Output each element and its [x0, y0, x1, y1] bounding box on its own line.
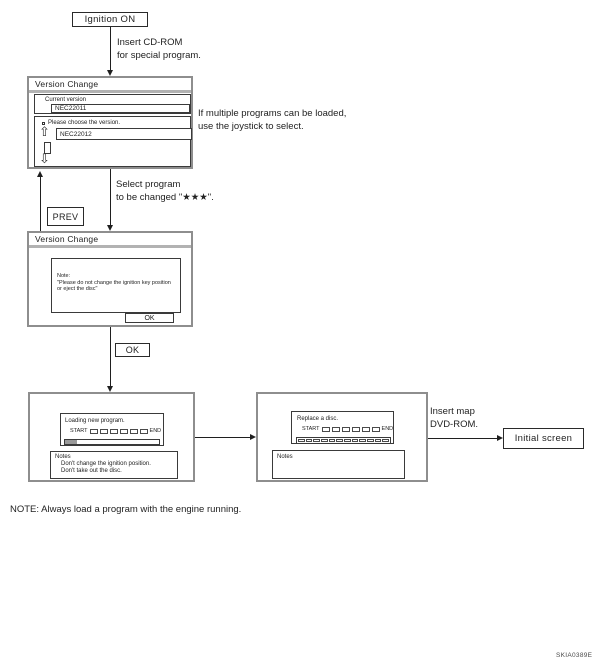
- screen-title: Version Change: [29, 78, 191, 93]
- replace-panel: [291, 411, 394, 444]
- replace-message: Replace a disc.: [297, 416, 339, 422]
- progress-bar: [64, 439, 160, 445]
- scroll-up-icon: ⇧: [39, 125, 50, 140]
- progress-segment-icon: [322, 427, 330, 432]
- selected-version-field: NEC22012: [56, 128, 192, 140]
- progress-segment-icon: [90, 429, 98, 434]
- screen-version-change-note: [27, 231, 193, 327]
- label-line: to be changed "★★★".: [116, 192, 214, 203]
- connector-ignition-to-screen1: [110, 27, 111, 70]
- progress-segment-icon: [382, 439, 389, 442]
- screen-replace-disc: [256, 392, 428, 482]
- progress-segment-icon: [100, 429, 108, 434]
- loading-panel: [60, 413, 164, 446]
- screen-title: Version Change: [29, 233, 191, 248]
- progress-segment-icon: [298, 439, 305, 442]
- note-line: Don't take out the disc.: [61, 468, 122, 474]
- notes-title: Notes: [277, 454, 293, 460]
- progress-scale: [302, 426, 393, 432]
- note-line: Don't change the ignition position.: [61, 461, 151, 467]
- progress-segment-icon: [336, 439, 343, 442]
- progress-start-label: START: [302, 426, 320, 432]
- progress-end-label: END: [149, 428, 162, 434]
- label-line: If multiple programs can be loaded,: [198, 108, 347, 119]
- dialog-ok-button: OK: [125, 313, 174, 323]
- node-initial-screen: Initial screen: [503, 428, 584, 449]
- progress-segment-icon: [362, 427, 370, 432]
- progress-segment-icon: [367, 439, 374, 442]
- progress-fill: [65, 440, 77, 444]
- progress-segment-icon: [372, 427, 380, 432]
- figure-note: NOTE: Always load a program with the engine running.: [10, 504, 242, 515]
- progress-segment-icon: [110, 429, 118, 434]
- progress-segment-icon: [332, 427, 340, 432]
- progress-segment-icon: [352, 439, 359, 442]
- progress-segment-icon: [120, 429, 128, 434]
- node-ignition-on: Ignition ON: [72, 12, 148, 27]
- figure-code: SKIA0389E: [556, 652, 593, 659]
- current-version-panel: [34, 94, 191, 114]
- label-multiple-programs: [198, 107, 346, 133]
- node-ok-button: OK: [115, 343, 150, 357]
- note-line: Note:: [57, 273, 71, 279]
- loading-message: Loading new program.: [65, 417, 125, 424]
- label-line: for special program.: [117, 50, 201, 61]
- progress-segment-icon: [344, 439, 351, 442]
- note-dialog: [51, 258, 181, 313]
- label-line: use the joystick to select.: [198, 121, 304, 132]
- scroll-down-icon: ⇩: [39, 152, 50, 167]
- progress-segment-icon: [321, 439, 328, 442]
- choose-version-panel: [34, 116, 191, 167]
- label-line: Insert CD-ROM: [117, 37, 183, 48]
- current-version-field: NEC22011: [51, 104, 190, 113]
- label-line: DVD-ROM.: [430, 419, 479, 430]
- note-text: [57, 273, 171, 293]
- label-line: Insert map: [430, 406, 475, 417]
- progress-segment-icon: [313, 439, 320, 442]
- label-line: Select program: [116, 179, 181, 190]
- notes-title: Notes: [55, 454, 71, 460]
- progress-segment-icon: [359, 439, 366, 442]
- node-prev-button: PREV: [47, 207, 84, 226]
- progress-bar-full: [296, 437, 391, 444]
- progress-segment-icon: [375, 439, 382, 442]
- notes-panel: [272, 450, 405, 479]
- label-insert-cdrom: [117, 36, 201, 62]
- screen-version-change-select: [27, 76, 193, 169]
- connector-screen2-to-screen1: [40, 177, 41, 231]
- progress-scale: [70, 428, 161, 434]
- progress-segment-icon: [342, 427, 350, 432]
- note-line: or eject the disc": [57, 286, 98, 292]
- progress-start-label: START: [70, 428, 88, 434]
- progress-end-label: END: [381, 426, 394, 432]
- progress-segment-icon: [306, 439, 313, 442]
- progress-segment-icon: [130, 429, 138, 434]
- connector-screen1-to-screen2: [110, 169, 111, 225]
- progress-segment-icon: [329, 439, 336, 442]
- label-insert-map: [430, 405, 478, 431]
- notes-panel: [50, 451, 178, 479]
- current-version-label: Current version: [45, 96, 87, 103]
- progress-segment-icon: [352, 427, 360, 432]
- label-select-program: [116, 178, 214, 204]
- connector-screen4-to-initial: [428, 438, 497, 439]
- choose-version-prompt: Please choose the version.: [48, 119, 121, 126]
- connector-screen3-to-screen4: [195, 437, 250, 438]
- screen-loading-program: [28, 392, 195, 482]
- progress-segment-icon: [140, 429, 148, 434]
- note-line: "Please do not change the ignition key position: [57, 279, 171, 286]
- connector-screen2-to-screen3: [110, 327, 111, 386]
